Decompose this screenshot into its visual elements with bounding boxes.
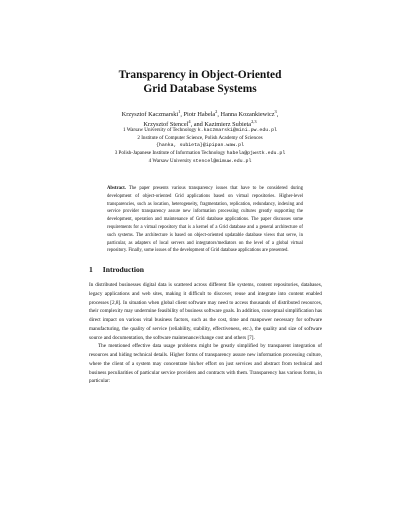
affiliation-1 [50, 127, 350, 135]
author-name: Krzysztof Kaczmarski [121, 111, 179, 118]
affiliation-3 [50, 150, 350, 158]
author-separator: , [276, 111, 279, 118]
affiliations [50, 127, 350, 166]
affiliation-text: Warsaw University of Technology [126, 127, 197, 133]
affiliation-4 [50, 158, 350, 166]
affiliation-number: 1 [123, 127, 126, 133]
author-name: , Piotr Habela [180, 111, 216, 118]
body-paragraph-2: The mentioned effective data usage problems might be greatly simplified by transparent integration of resources and hiding technical details. Higher forms of transparency assure new information processing culture, where the client of a system may concentrate his/her effort on just services and abstract from technical and business peculiarities of particular service providers and contracts with them. Transparency has various forms, in particular: [89, 343, 322, 385]
title-line-2: Grid Database Systems [143, 83, 257, 95]
affiliation-email: k.kaczmarski@mini.pw.edu.pl [197, 128, 277, 133]
affiliation-email: habela@pjwstk.edu.pl [226, 150, 286, 156]
section-number: 1 [89, 265, 93, 274]
affiliation-email: stencel@mimuw.edu.pl [192, 158, 252, 164]
author-affiliation-mark: 2 [215, 108, 218, 114]
affiliation-2-email-line [50, 142, 350, 150]
author-affiliation-mark: 1 [178, 108, 181, 114]
abstract-text: The paper presents various transparency issues that have to be considered during development of object-oriented Grid applications based on virtual repositories. Higher-level transparencies, such as location, heterogeneity, fragmentation, replication, redundancy, indexing and service provider transparency assure new information processing cultures greatly supporting the development, operation and maintenance of Grid database applications. The paper discusses some requirements for a virtual repository that is a kernel of a Grid database and a general architecture of such systems. The architecture is based on object-oriented updatable database views that serve, in particular, as adapters of local servers and integrators/mediators on the level of a global virtual repository. Finally, some issues of the development of Grid database applications are presented. [107, 186, 303, 254]
author-name: Krzysztof Stencel [143, 120, 189, 128]
paper-title [60, 68, 340, 96]
authors-line-1 [60, 110, 340, 120]
affiliation-text: Institute of Computer Science, Polish Academy of Sciences [141, 134, 263, 141]
body-paragraph-1: In distributed businesses digital data is scattered across different file systems, content repositories, databases, legacy applications and web sites, making it difficult to discover, reuse and integrate into content enabled processes [2,8]. In situation when global client software may need to access thousands of distributed resources, their complexity may undermine feasibility of business software goals. In addition, conceptual simplification has direct impact on various vital business factors, such as the cost, time and manpower necessary for software manufacturing, the quality of service (reliability, stability, effectiveness, etc.), the quality and size of software source and documentation, the software maintenance/change cost and others [7]. [89, 282, 322, 341]
section-heading [89, 265, 144, 274]
author-affiliation-mark: 2,3 [251, 118, 257, 124]
abstract-label: Abstract. [107, 186, 126, 191]
affiliation-number: 4 [148, 157, 152, 164]
abstract [107, 185, 303, 255]
title-line-1: Transparency in Object-Oriented [118, 69, 282, 81]
affiliation-2 [50, 135, 350, 142]
affiliation-text: Polish-Japanese Institute of Information Technology [118, 149, 226, 156]
affiliation-number: 2 [137, 134, 140, 141]
affiliation-number: 3 [114, 149, 118, 156]
author-name: , and Kazimierz Subieta [190, 120, 252, 128]
body-text [89, 281, 322, 386]
affiliation-text: Warsaw University [152, 157, 192, 164]
section-title: Introduction [102, 265, 145, 274]
author-name: , Hanna Kozankiewicz [217, 111, 275, 118]
author-affiliation-mark: 3 [274, 108, 277, 114]
affiliation-email: {hanka, subieta}@ipipan.waw.pl [155, 142, 245, 148]
author-affiliation-mark: 4 [188, 118, 191, 124]
